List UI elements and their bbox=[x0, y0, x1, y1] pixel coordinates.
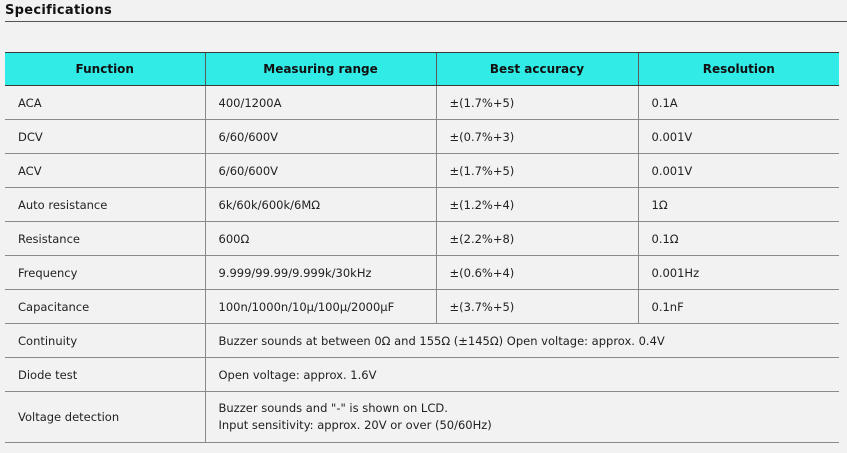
cell-range: 6/60/600V bbox=[205, 154, 436, 188]
cell-resolution: 0.001Hz bbox=[638, 256, 839, 290]
cell-function: ACV bbox=[5, 154, 205, 188]
header-function: Function bbox=[5, 53, 205, 86]
description-line: Buzzer sounds and "-" is shown on LCD. bbox=[218, 401, 448, 415]
page-heading: Specifications bbox=[5, 3, 113, 18]
cell-accuracy: ±(1.2%+4) bbox=[436, 188, 638, 222]
cell-accuracy: ±(0.6%+4) bbox=[436, 256, 638, 290]
table-row bbox=[5, 358, 839, 392]
table-row bbox=[5, 120, 839, 154]
cell-resolution: 0.1A bbox=[638, 86, 839, 120]
cell-range: 6k/60k/600k/6MΩ bbox=[205, 188, 436, 222]
cell-resolution: 0.1Ω bbox=[638, 222, 839, 256]
header-measuring-range: Measuring range bbox=[205, 53, 436, 86]
cell-description bbox=[205, 392, 839, 443]
table-row bbox=[5, 324, 839, 358]
cell-resolution: 0.001V bbox=[638, 154, 839, 188]
cell-description: Open voltage: approx. 1.6V bbox=[205, 358, 839, 392]
table-row bbox=[5, 188, 839, 222]
table-row bbox=[5, 222, 839, 256]
cell-range: 6/60/600V bbox=[205, 120, 436, 154]
header-resolution: Resolution bbox=[638, 53, 839, 86]
cell-function: Resistance bbox=[5, 222, 205, 256]
specifications-table bbox=[5, 52, 839, 443]
heading-divider bbox=[5, 21, 847, 22]
table-row bbox=[5, 256, 839, 290]
cell-function: Capacitance bbox=[5, 290, 205, 324]
header-best-accuracy: Best accuracy bbox=[436, 53, 638, 86]
table-row bbox=[5, 290, 839, 324]
cell-accuracy: ±(1.7%+5) bbox=[436, 154, 638, 188]
cell-range: 100n/1000n/10μ/100μ/2000μF bbox=[205, 290, 436, 324]
cell-resolution: 0.001V bbox=[638, 120, 839, 154]
table-row bbox=[5, 392, 839, 443]
cell-range: 600Ω bbox=[205, 222, 436, 256]
table-header-row bbox=[5, 53, 839, 86]
cell-function: Frequency bbox=[5, 256, 205, 290]
table-row bbox=[5, 86, 839, 120]
cell-function: Voltage detection bbox=[5, 392, 205, 443]
cell-function: Continuity bbox=[5, 324, 205, 358]
cell-function: Diode test bbox=[5, 358, 205, 392]
description-line: Input sensitivity: approx. 20V or over (50/60Hz) bbox=[218, 418, 492, 432]
cell-accuracy: ±(3.7%+5) bbox=[436, 290, 638, 324]
cell-resolution: 0.1nF bbox=[638, 290, 839, 324]
cell-description: Buzzer sounds at between 0Ω and 155Ω (±145Ω) Open voltage: approx. 0.4V bbox=[205, 324, 839, 358]
table-row bbox=[5, 154, 839, 188]
cell-accuracy: ±(1.7%+5) bbox=[436, 86, 638, 120]
cell-function: DCV bbox=[5, 120, 205, 154]
cell-range: 400/1200A bbox=[205, 86, 436, 120]
cell-range: 9.999/99.99/9.999k/30kHz bbox=[205, 256, 436, 290]
cell-function: ACA bbox=[5, 86, 205, 120]
cell-function: Auto resistance bbox=[5, 188, 205, 222]
cell-accuracy: ±(0.7%+3) bbox=[436, 120, 638, 154]
cell-resolution: 1Ω bbox=[638, 188, 839, 222]
cell-accuracy: ±(2.2%+8) bbox=[436, 222, 638, 256]
